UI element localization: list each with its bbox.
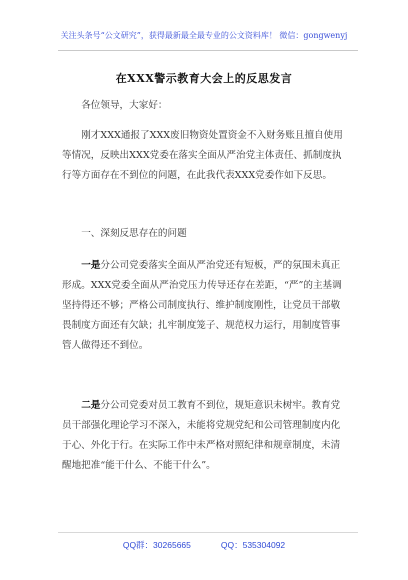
document-title: 在XXX警示教育大会上的反思发言 [115, 72, 293, 85]
paragraph-two-lead: 二是 [81, 400, 101, 411]
page-footer [0, 539, 408, 551]
footer-divider [58, 532, 358, 533]
qq-group-label: QQ群：30265665 [122, 540, 191, 550]
paragraph-one-text: 分公司党委落实全面从严治党还有短板，严的氛围未真正形成。XXX党委全面从严治党压力传导还存在差距，“严”的主基调坚持得还不够；严格公司制度执行、维护制度刚性，让党员干部敬畏制度方面还有欠缺；扎牢制度笼子、规范权力运行，用制度管事管人做得还不到位。 [62, 260, 342, 351]
paragraph-two-text: 分公司党委对员工教育不到位，规矩意识未树牢。教育党员干部强化理论学习不深入，未能将党规党纪和公司管理制度内化于心、外化于行。在实际工作中未严格对照纪律和规章制度，未清醒地把准“能干什么、不能干什么”。 [62, 400, 341, 471]
paragraph-one [62, 256, 348, 356]
paragraph-two [62, 396, 348, 476]
section-heading: 一、深刻反思存在的问题 [81, 228, 187, 239]
greeting: 各位领导，大家好： [81, 100, 168, 111]
intro-paragraph: 刚才XXX通报了XXX废旧物资处置资金不入财务账且擅自使用等情况，反映出XXX党委在落实全面从严治党主体责任、抓制度执行等方面存在不到位的问题，在此我代表XXX党委作如下反思。 [62, 130, 343, 181]
header-divider [58, 50, 358, 51]
qq-contact-label: QQ：535304092 [220, 540, 286, 550]
page-header: 关注头条号“公文研究”，获得最新最全最专业的公文资料库！ 微信：gongwenyj [60, 31, 348, 40]
paragraph-one-lead: 一是 [81, 260, 101, 271]
